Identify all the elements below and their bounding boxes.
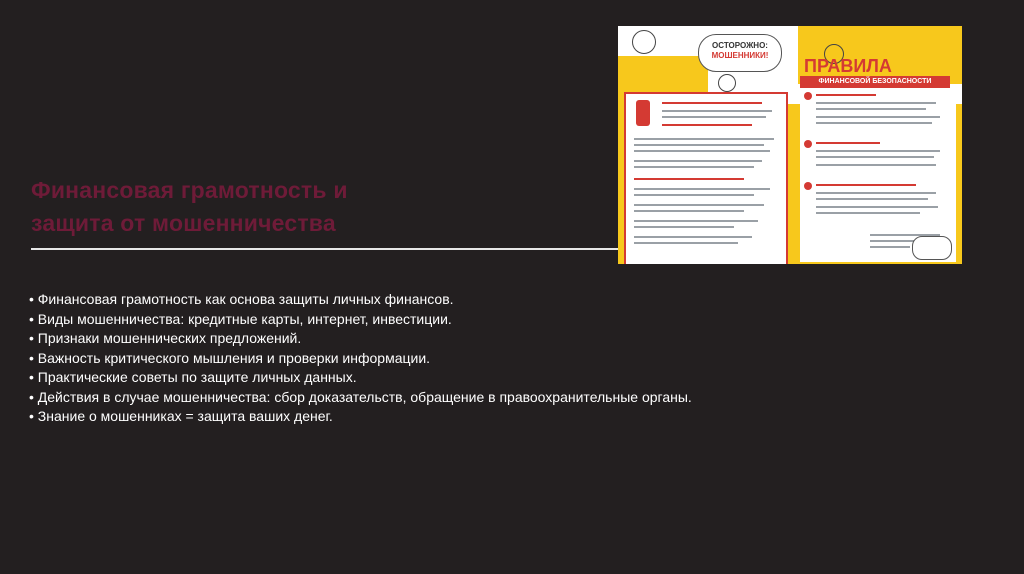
- bullet-item: • Финансовая грамотность как основа защиты личных финансов.: [29, 291, 454, 307]
- rules-subtitle: ФИНАНСОВОЙ БЕЗОПАСНОСТИ: [800, 76, 950, 88]
- rules-title: ПРАВИЛА: [804, 56, 892, 76]
- poster-left-card: [624, 92, 788, 264]
- fraud-warning-poster-image: [618, 26, 962, 264]
- warning-cloud: [698, 34, 782, 72]
- bullet-list: [29, 290, 929, 427]
- bullet-item: • Важность критического мышления и проверки информации.: [29, 349, 431, 366]
- bullet-item: • Знание о мошенниках = защита ваших денег.: [29, 408, 333, 424]
- cartoon-figure-icon: [632, 30, 656, 54]
- title-line-2: защита от мошенничества: [31, 210, 336, 236]
- bullet-item: • Действия в случае мошенничества: сбор доказательств, обращение в правоохранительные органы.: [29, 388, 692, 405]
- phone-icon: [636, 100, 650, 126]
- cloud-line-2: МОШЕННИКИ!: [711, 51, 769, 60]
- bullet-item: • Признаки мошеннических предложений.: [29, 330, 302, 346]
- cloud-line-1: ОСТОРОЖНО:: [712, 41, 768, 50]
- speech-bubble-icon: [912, 236, 952, 260]
- title-underline: [31, 248, 627, 250]
- title-line-1: Финансовая грамотность и: [31, 177, 348, 203]
- cartoon-cat-icon: [718, 74, 736, 92]
- bullet-item: • Практические советы по защите личных данных.: [29, 369, 357, 385]
- bullet-item: • Виды мошенничества: кредитные карты, интернет, инвестиции.: [29, 310, 452, 327]
- slide-title: [31, 174, 591, 240]
